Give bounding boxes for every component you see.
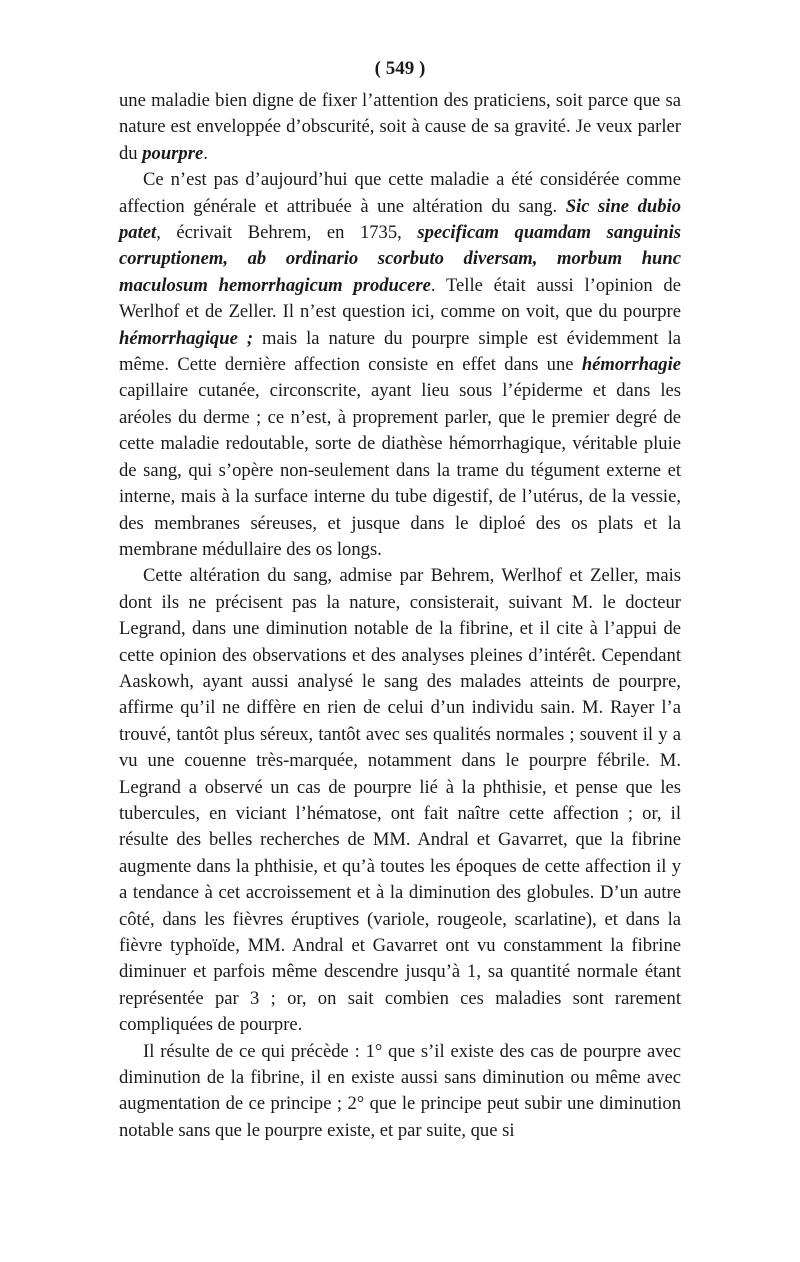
paragraph — [119, 167, 681, 563]
paragraph — [119, 563, 681, 1038]
paragraph — [119, 1039, 681, 1145]
text-run: Cette altération du sang, admise par Behrem, Werlhof et Zeller, mais dont ils ne précisent pas la nature, consisterait, suivant M. le docteur Legrand, dans une diminution notable de la fibrine, et il cite à l’appui de cette opinion des observations et des analyses pleines d’intérêt. Cependant Aaskowh, ayant aussi analysé le sang des malades atteints de pourpre, affirme qu’il ne diffère en rien de celui d’un individu sain. M. Rayer l’a trouvé, tantôt plus séreux, tantôt avec ses qualités normales ; souvent il y a vu une couenne très-marquée, notamment dans le pourpre fébrile. M. Legrand a observé un cas de pourpre lié à la phthisie, et pense que les tubercules, en viciant l’hématose, ont fait naître cette affection ; or, il résulte des belles recherches de MM. Andral et Gavarret, que la fibrine augmente dans la phthisie, et qu’à toutes les époques de cette affection il y a tendance à cet accroissement et à la diminution des globules. D’un autre côté, dans les fièvres éruptives (variole, rougeole, scarlatine), et dans la fièvre typhoïde, MM. Andral et Gavarret ont vu constamment la fibrine diminuer et parfois même descendre jusqu’à 1, sa quantité normale étant représentée par 3 ; or, on sait combien ces maladies sont rarement compliquées de pourpre. — [119, 565, 681, 1036]
page-number: ( 549 ) — [374, 58, 426, 79]
text-body — [119, 88, 681, 1144]
text-run: . Telle était aussi l’opinion de Werlhof et de Zeller. Il n’est question ici, comme on voit, que du pourpre — [119, 274, 681, 323]
italic-text: hémorrhagie — [581, 354, 681, 376]
book-page — [119, 56, 681, 1144]
italic-text: hémorrhagique ; — [119, 327, 254, 349]
paragraph — [119, 88, 681, 167]
text-run: Ce n’est pas d’aujourd’hui que cette maladie a été considérée comme affection générale et attribuée à une altération du sang. — [119, 169, 681, 217]
text-run: mais la nature du pourpre simple est évidemment la même. Cette dernière affection consiste en effet dans une — [119, 327, 681, 376]
italic-text: specificam quamdam sanguinis corruptionem, ab ordinario scorbuto diversam, morbum hunc maculosum hemorrhagicum producere — [119, 222, 682, 296]
text-run: . — [203, 142, 208, 164]
text-run: , écrivait Behrem, en 1735, — [156, 222, 418, 244]
italic-text: Sic sine dubio patet — [119, 195, 682, 244]
text-run: une maladie bien digne de fixer l’attention des praticiens, soit parce que sa nature est enveloppée d’obscurité, soit à cause de sa gravité. Je veux parler du — [119, 90, 681, 164]
italic-text: pourpre — [142, 142, 204, 164]
text-run: Il résulte de ce qui précède : 1° que s’il existe des cas de pourpre avec diminution de la fibrine, il en existe aussi sans diminution ou même avec augmentation de ce principe ; 2° que le principe peut subir une diminution notable sans que le pourpre existe, et par suite, que si — [119, 1040, 681, 1141]
text-run: capillaire cutanée, circonscrite, ayant lieu sous l’épiderme et dans les aréoles du derme ; ce n’est, à proprement parler, que le premier degré de cette maladie redoutable, sorte de diathèse hémorrhagique, véritable pluie de sang, qui s’opère non-seulement dans la trame du tégument externe et interne, mais à la surface interne du tube digestif, de l’utérus, de la vessie, des membranes séreuses, et jusque dans le diploé des os plats et la membrane médullaire des os longs. — [119, 380, 681, 560]
